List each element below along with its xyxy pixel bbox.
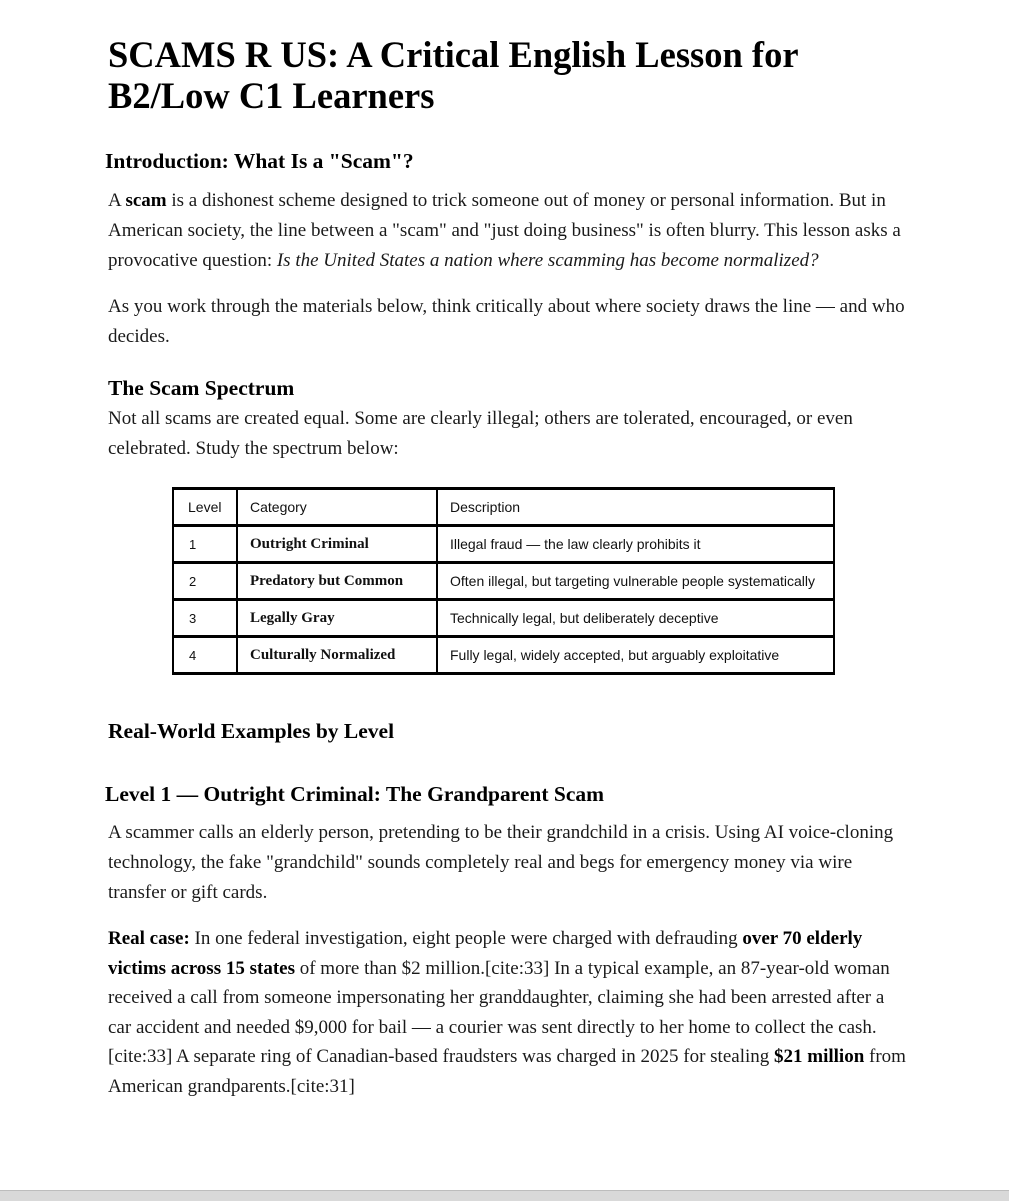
scam-spectrum-table [172,487,835,675]
level1-paragraph-1: A scammer calls an elderly person, pretending to be their grandchild in a crisis. Using AI voice-cloning technology, the fake "grandchild" sounds completely real and begs for emergency money via wire transfer or gift cards. [108,822,894,903]
intro-text-b: is a dishonest scheme designed to trick someone out of money or personal information. But in American society, the line between a "scam" and "just doing business" is often blurry. This lesson asks a provocative question: [108,190,901,271]
row-category: Legally Gray [237,600,437,637]
introduction-heading: Introduction: What Is a "Scam"? [105,149,414,173]
examples-heading: Real-World Examples by Level [108,719,395,743]
case-text-c: from American grandparents.[cite:31] [108,1046,906,1097]
table-row [173,637,834,674]
row-level: 4 [173,637,237,674]
introduction-paragraph-1 [108,186,908,276]
table-row [173,563,834,600]
page-title: SCAMS R US: A Critical English Lesson for B2/Low C1 Learners [108,34,798,116]
row-category: Outright Criminal [237,526,437,563]
intro-text-a: A [108,190,126,211]
spectrum-intro: Not all scams are created equal. Some are clearly illegal; others are tolerated, encouraged, or even celebrated. Study the spectrum below: [108,408,853,459]
case-text-a: In one federal investigation, eight people were charged with defrauding [189,928,743,949]
header-level: Level [173,489,237,526]
row-level: 3 [173,600,237,637]
header-description: Description [437,489,834,526]
row-category: Predatory but Common [237,563,437,600]
table-row [173,600,834,637]
provocative-question: Is the United States a nation where scamming has become normalized? [276,250,819,271]
level1-heading: Level 1 — Outright Criminal: The Grandparent Scam [105,782,605,806]
row-level: 2 [173,563,237,600]
header-category: Category [237,489,437,526]
table-header-row [173,489,834,526]
spectrum-heading: The Scam Spectrum [108,376,295,400]
level1-real-case [108,924,908,1102]
real-case-label: Real case: [108,928,190,949]
row-level: 1 [173,526,237,563]
case-bold-amount: $21 million [774,1046,865,1068]
introduction-paragraph-2: As you work through the materials below, think critically about where society draws the line — and who decides. [108,296,905,347]
row-description: Fully legal, widely accepted, but arguably exploitative [437,637,834,674]
table-row [173,526,834,563]
row-category: Culturally Normalized [237,637,437,674]
row-description: Technically legal, but deliberately deceptive [437,600,834,637]
row-description: Often illegal, but targeting vulnerable people systematically [437,563,834,600]
case-bold-victims: over 70 elderly victims across 15 states [108,928,863,979]
horizontal-scrollbar[interactable] [0,1190,1009,1201]
scam-term: scam [125,190,167,211]
row-description: Illegal fraud — the law clearly prohibits it [437,526,834,563]
case-text-b: of more than $2 million.[cite:33] In a typical example, an 87-year-old woman received a call from someone impersonating her granddaughter, claiming she had been arrested after a car accident and needed $9,000 for bail — a courier was sent directly to her home to collect the cash.[cite:33] A separate ring of Canadian-based fraudsters was charged in 2025 for stealing [108,957,890,1068]
